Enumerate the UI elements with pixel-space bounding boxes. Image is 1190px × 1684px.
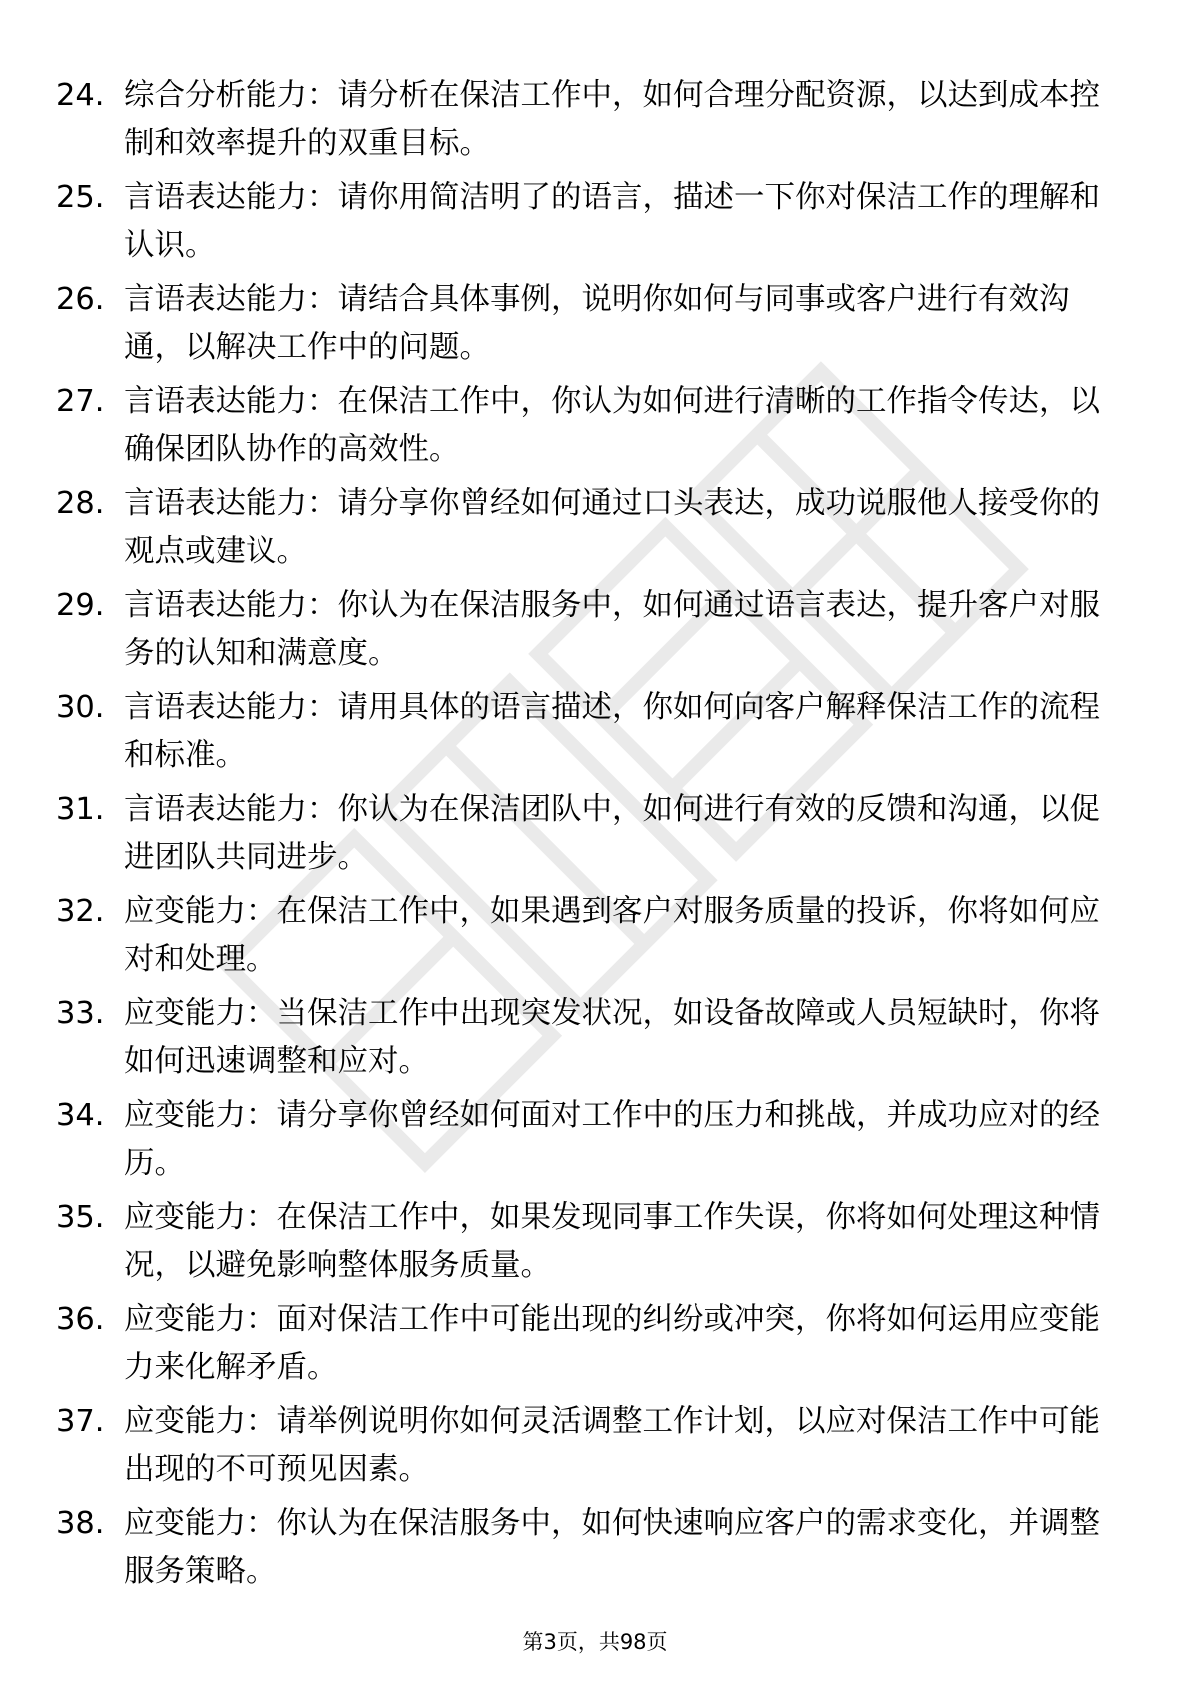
question-text: 言语表达能力：请用具体的语言描述，你如何向客户解释保洁工作的流程和标准。 bbox=[124, 690, 1100, 773]
list-item bbox=[56, 684, 1116, 780]
list-item bbox=[56, 72, 1116, 168]
question-number: 35. bbox=[56, 1200, 105, 1235]
list-item bbox=[56, 480, 1116, 576]
question-number: 28. bbox=[56, 486, 105, 521]
list-item bbox=[56, 888, 1116, 984]
question-number: 37. bbox=[56, 1404, 105, 1439]
question-text: 应变能力：请举例说明你如何灵活调整工作计划，以应对保洁工作中可能出现的不可预见因素。 bbox=[124, 1404, 1100, 1487]
page-footer bbox=[0, 1626, 1190, 1656]
question-number: 25. bbox=[56, 180, 105, 215]
list-item bbox=[56, 582, 1116, 678]
question-number: 36. bbox=[56, 1302, 105, 1337]
question-number: 29. bbox=[56, 588, 105, 623]
question-number: 31. bbox=[56, 792, 105, 827]
list-item bbox=[56, 174, 1116, 270]
question-number: 27. bbox=[56, 384, 105, 419]
list-item bbox=[56, 786, 1116, 882]
question-text: 应变能力：当保洁工作中出现突发状况，如设备故障或人员短缺时，你将如何迅速调整和应对。 bbox=[124, 996, 1100, 1079]
question-text: 言语表达能力：你认为在保洁服务中，如何通过语言表达，提升客户对服务的认知和满意度。 bbox=[124, 588, 1100, 671]
question-text: 言语表达能力：你认为在保洁团队中，如何进行有效的反馈和沟通，以促进团队共同进步。 bbox=[124, 792, 1100, 875]
question-text: 应变能力：面对保洁工作中可能出现的纠纷或冲突，你将如何运用应变能力来化解矛盾。 bbox=[124, 1302, 1100, 1385]
question-list bbox=[56, 72, 1116, 1602]
question-number: 30. bbox=[56, 690, 105, 725]
list-item bbox=[56, 1092, 1116, 1188]
question-number: 38. bbox=[56, 1506, 105, 1541]
question-text: 综合分析能力：请分析在保洁工作中，如何合理分配资源，以达到成本控制和效率提升的双重目标。 bbox=[124, 78, 1100, 161]
question-text: 应变能力：在保洁工作中，如果发现同事工作失误，你将如何处理这种情况，以避免影响整体服务质量。 bbox=[124, 1200, 1100, 1283]
list-item bbox=[56, 1398, 1116, 1494]
question-text: 应变能力：你认为在保洁服务中，如何快速响应客户的需求变化，并调整服务策略。 bbox=[124, 1506, 1100, 1589]
question-text: 应变能力：在保洁工作中，如果遇到客户对服务质量的投诉，你将如何应对和处理。 bbox=[124, 894, 1100, 977]
question-number: 34. bbox=[56, 1098, 105, 1133]
list-item bbox=[56, 1194, 1116, 1290]
list-item bbox=[56, 378, 1116, 474]
question-number: 26. bbox=[56, 282, 105, 317]
list-item bbox=[56, 1500, 1116, 1596]
question-text: 应变能力：请分享你曾经如何面对工作中的压力和挑战，并成功应对的经历。 bbox=[124, 1098, 1100, 1181]
question-number: 24. bbox=[56, 78, 105, 113]
question-text: 言语表达能力：请结合具体事例，说明你如何与同事或客户进行有效沟通，以解决工作中的问题。 bbox=[124, 282, 1070, 365]
list-item bbox=[56, 990, 1116, 1086]
question-number: 32. bbox=[56, 894, 105, 929]
question-number: 33. bbox=[56, 996, 105, 1031]
question-text: 言语表达能力：请你用简洁明了的语言，描述一下你对保洁工作的理解和认识。 bbox=[124, 180, 1100, 263]
list-item bbox=[56, 1296, 1116, 1392]
question-text: 言语表达能力：请分享你曾经如何通过口头表达，成功说服他人接受你的观点或建议。 bbox=[124, 486, 1100, 569]
page-number-label: 第3页，共98页 bbox=[522, 1630, 668, 1654]
list-item bbox=[56, 276, 1116, 372]
question-text: 言语表达能力：在保洁工作中，你认为如何进行清晰的工作指令传达，以确保团队协作的高效性。 bbox=[124, 384, 1100, 467]
